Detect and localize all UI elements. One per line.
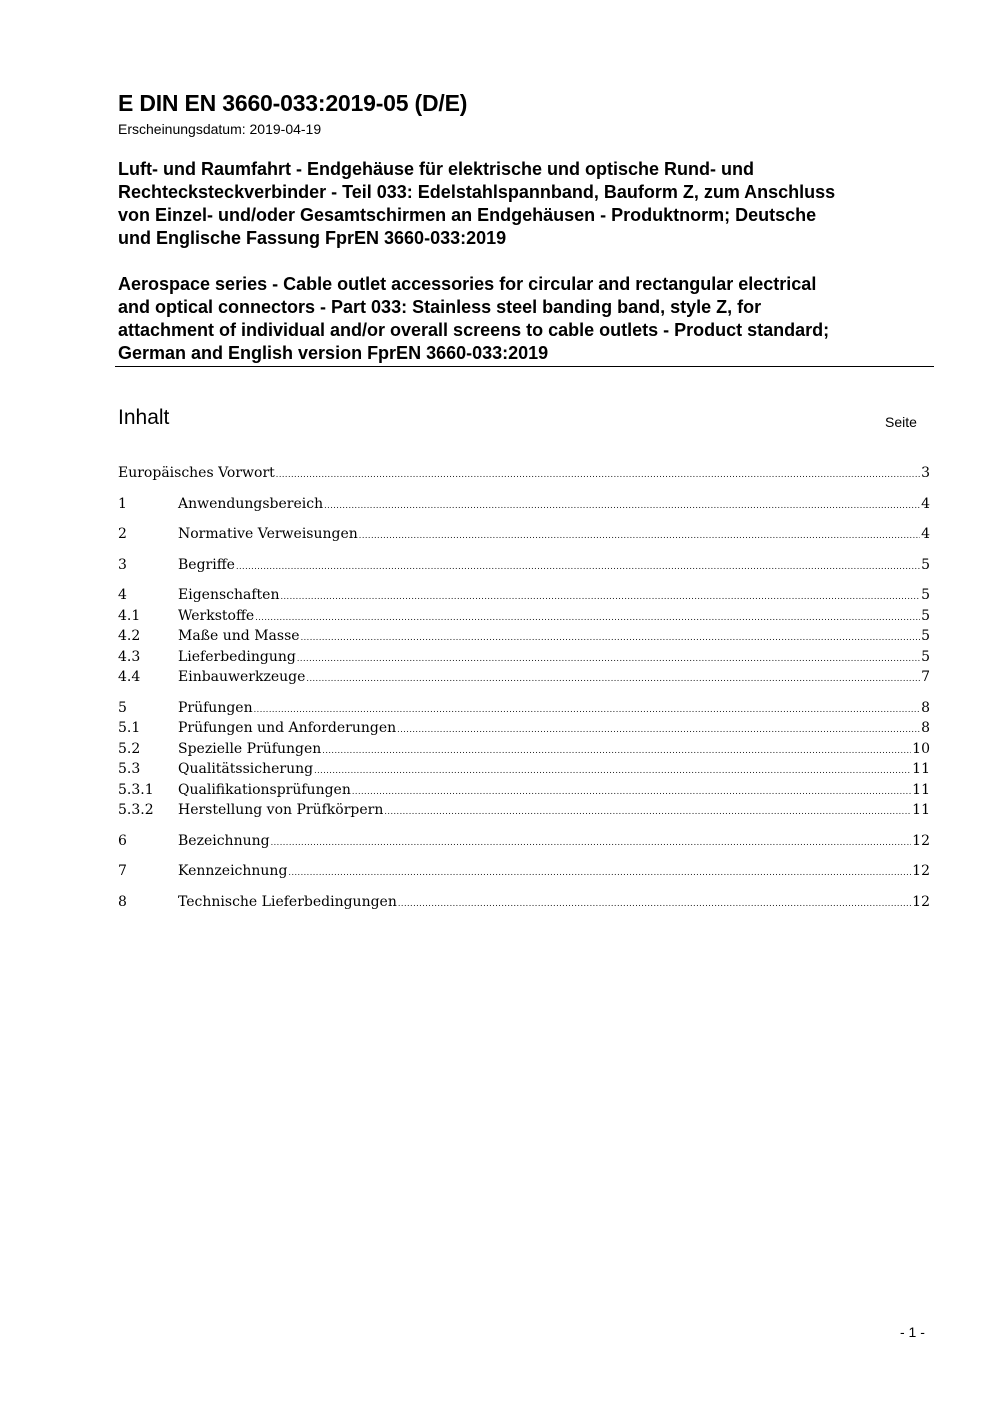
toc-entry-page: 5 [921,607,930,624]
toc-entry-page: 11 [912,781,930,798]
toc-entry[interactable] [118,698,930,719]
toc-entry-page: 7 [921,669,930,685]
toc-entry-page: 8 [921,720,930,736]
toc-dot-leader [352,782,911,803]
toc-entry-number: 4.3 [118,648,141,665]
toc-entry[interactable] [118,739,930,760]
toc-entry-title: Lieferbedingung [178,648,296,665]
title-german [118,158,938,250]
table-of-contents [118,463,930,912]
title-english-line: German and English version FprEN 3660-033:2019 [118,343,549,363]
title-english-line: and optical connectors - Part 033: Stainless steel banding band, style Z, for [118,297,762,317]
toc-entry-number: 4.2 [118,628,141,644]
toc-dot-leader [297,649,920,670]
toc-dot-leader [314,761,911,782]
toc-entry[interactable] [118,667,930,688]
title-german-line: von Einzel- und/oder Gesamtschirmen an Endgehäusen - Produktnorm; Deutsche [118,205,817,225]
toc-dot-leader [301,628,921,649]
toc-entry-number: 4.4 [118,669,141,685]
toc-dot-leader [276,465,920,486]
toc-entry-number: 3 [118,556,127,573]
toc-entry-page: 12 [912,863,930,879]
page-number: - 1 - [900,1324,925,1340]
toc-entry-title: Einbauwerkzeuge [178,669,306,685]
toc-entry[interactable] [118,606,930,627]
toc-entry[interactable] [118,626,930,647]
toc-entry[interactable] [118,892,930,913]
toc-dot-leader [384,802,911,823]
toc-entry-page: 4 [921,495,930,512]
toc-entry-title: Eigenschaften [178,587,280,603]
toc-page-column-label: Seite [885,414,917,430]
toc-entry-number: 5.3.1 [118,781,154,798]
toc-entry-title: Werkstoffe [178,607,255,624]
toc-entry-page: 11 [912,761,930,777]
toc-entry-number: 6 [118,832,127,849]
toc-entry-page: 5 [921,587,930,603]
toc-dot-leader [322,741,911,762]
toc-entry-title: Spezielle Prüfungen [178,740,322,757]
toc-entry-title: Prüfungen [178,699,253,716]
toc-entry-number: 4 [118,587,127,603]
toc-entry-number: 5.3 [118,761,141,777]
title-divider [115,366,934,367]
toc-entry[interactable] [118,831,930,852]
toc-entry-title: Technische Lieferbedingungen [178,893,397,910]
toc-entry[interactable] [118,647,930,668]
title-english [118,273,938,365]
toc-entry-title: Anwendungsbereich [178,495,324,512]
toc-entry-title: Qualitätssicherung [178,761,314,777]
toc-entry[interactable] [118,585,930,606]
toc-entry-number: 5 [118,699,127,716]
title-german-line: Luft- und Raumfahrt - Endgehäuse für elektrische und optische Rund- und [118,159,755,179]
toc-entry-number: 8 [118,893,127,910]
toc-entry-title: Begriffe [178,556,235,573]
toc-dot-leader [271,833,912,854]
toc-entry-page: 12 [912,893,930,910]
title-german-line: Rechtecksteckverbinder - Teil 033: Edelstahlspannband, Bauform Z, zum Anschluss [118,182,836,202]
toc-entry-number: 5.2 [118,740,141,757]
toc-heading: Inhalt [118,406,170,429]
toc-entry[interactable] [118,861,930,882]
toc-entry-number: 4.1 [118,607,141,624]
toc-entry-page: 11 [912,802,930,818]
toc-entry[interactable] [118,759,930,780]
toc-entry-number: 5.3.2 [118,802,154,818]
toc-entry[interactable] [118,800,930,821]
toc-dot-leader [255,608,920,629]
toc-entry-page: 10 [912,740,930,757]
toc-entry-title: Bezeichnung [178,832,270,849]
toc-entry-title: Kennzeichnung [178,863,288,879]
title-english-line: Aerospace series - Cable outlet accessories for circular and rectangular electrical [118,274,817,294]
toc-entry[interactable] [118,718,930,739]
toc-dot-leader [397,720,920,741]
toc-entry[interactable] [118,780,930,801]
toc-entry-number: 1 [118,495,127,512]
toc-entry-title: Europäisches Vorwort [118,465,275,481]
toc-entry-page: 8 [921,699,930,716]
document-designation: E DIN EN 3660-033:2019-05 (D/E) [118,90,468,116]
title-german-line: und Englische Fassung FprEN 3660-033:2019 [118,228,507,248]
toc-dot-leader [359,526,920,547]
title-english-line: attachment of individual and/or overall screens to cable outlets - Product standard; [118,320,830,340]
toc-entry[interactable] [118,463,930,484]
toc-dot-leader [324,496,920,517]
toc-entry-page: 5 [921,556,930,573]
toc-entry-page: 12 [912,832,930,849]
toc-dot-leader [254,700,920,721]
toc-entry-number: 5.1 [118,720,141,736]
toc-entry-page: 4 [921,526,930,542]
toc-entry-title: Maße und Masse [178,628,300,644]
toc-entry-title: Normative Verweisungen [178,526,358,542]
toc-entry-page: 5 [921,628,930,644]
toc-entry-title: Qualifikationsprüfungen [178,781,351,798]
toc-entry[interactable] [118,524,930,545]
toc-dot-leader [288,863,911,884]
toc-entry-number: 2 [118,526,127,542]
toc-entry-title: Prüfungen und Anforderungen [178,720,397,736]
toc-entry-page: 5 [921,648,930,665]
toc-entry-number: 7 [118,863,127,879]
toc-entry-page: 3 [921,465,930,481]
toc-dot-leader [280,587,920,608]
toc-dot-leader [398,894,911,915]
publication-date: Erscheinungsdatum: 2019-04-19 [118,121,322,137]
toc-entry[interactable] [118,555,930,576]
toc-dot-leader [236,557,920,578]
toc-dot-leader [306,669,920,690]
toc-entry-title: Herstellung von Prüfkörpern [178,802,384,818]
toc-entry[interactable] [118,494,930,515]
